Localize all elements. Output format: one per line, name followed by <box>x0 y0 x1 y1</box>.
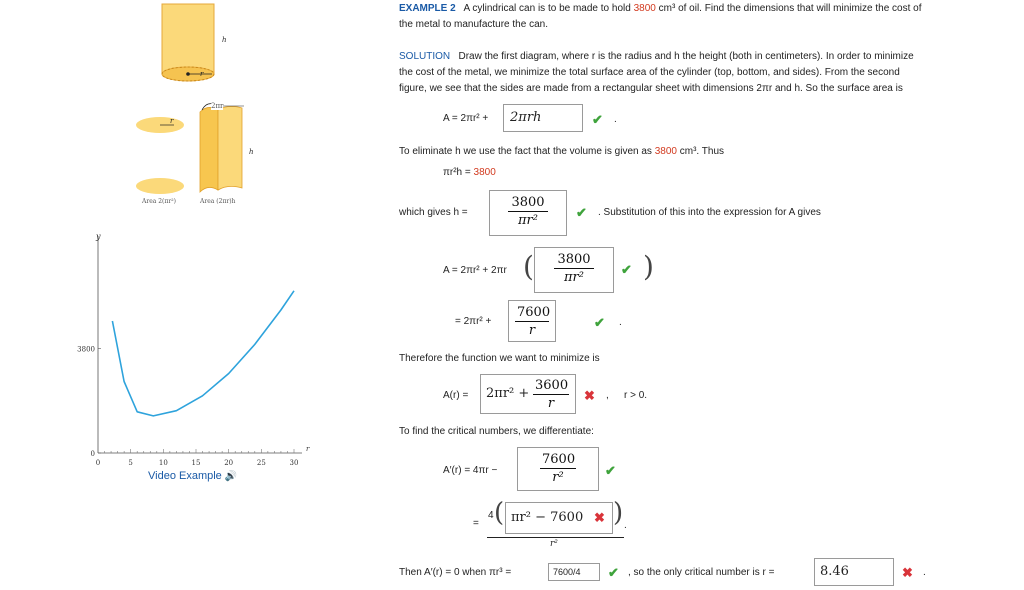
problem-text-cont: cm³ of oil. Find the dimensions that will minimize the cost of <box>658 3 922 14</box>
factored-fraction-bar <box>487 537 624 538</box>
check-icon: ✔ <box>576 205 587 220</box>
derivative-denominator[interactable]: r² <box>552 470 564 485</box>
volume-equation <box>443 167 496 178</box>
cross-icon: ✖ <box>594 510 605 525</box>
critical-end: . <box>923 567 926 578</box>
speaker-icon[interactable]: 🔊 <box>224 471 238 482</box>
factored-answer[interactable]: πr² − 7600 <box>511 510 584 525</box>
area-side-label: Area (2πr)h <box>200 198 236 205</box>
critical-input-box[interactable] <box>548 563 600 581</box>
critical-text-b: , so the only critical number is r = <box>628 567 775 578</box>
area-equation-prefix: A = 2πr² + <box>443 113 489 124</box>
eliminate-value: 3800 <box>654 146 677 157</box>
h-denominator[interactable]: πr² <box>518 213 538 228</box>
check-icon: ✔ <box>594 315 605 330</box>
cylinder-figure <box>140 0 250 85</box>
derivative-intro: To find the critical numbers, we differentiate: <box>399 426 594 437</box>
solution-line3: figure, we see that the sides are made from a rectangular sheet with dimensions 2πr and h. So the surface area is <box>399 83 903 94</box>
check-icon: ✔ <box>608 565 619 580</box>
period: . <box>624 520 627 531</box>
y-axis-label: y <box>96 232 101 241</box>
volume-eq-value: 3800 <box>473 167 496 178</box>
function-prefix: A(r) = <box>443 390 469 401</box>
example-label: EXAMPLE 2 <box>399 3 456 14</box>
cross-icon: ✖ <box>902 565 913 580</box>
period: . <box>614 114 617 125</box>
period: . <box>619 317 622 328</box>
eliminate-text: To eliminate h we use the fact that the volume is given as <box>399 146 652 157</box>
video-example-link[interactable] <box>148 470 237 482</box>
cross-icon: ✖ <box>584 388 595 403</box>
radius-label: r <box>200 70 204 78</box>
factored-coef: 4 <box>488 510 494 521</box>
x-tick-label: 25 <box>256 459 266 467</box>
area-answer[interactable]: 2πrh <box>510 110 542 125</box>
area-curve <box>112 291 294 416</box>
derivative-answer-box[interactable] <box>517 447 599 491</box>
subst-numerator[interactable]: 3800 <box>554 252 594 269</box>
eliminate-text-cont: cm³. Thus <box>679 146 725 157</box>
critical-answer-box[interactable] <box>814 558 894 586</box>
problem-line2: the metal to manufacture the can. <box>399 19 548 30</box>
factored-denominator: r² <box>550 539 558 549</box>
close-paren: ) <box>643 250 654 283</box>
net-height-label: h <box>249 148 254 156</box>
simplified-answer-box[interactable] <box>508 300 556 342</box>
net-circumference-label: 2πr <box>211 102 224 110</box>
x-tick-label: 0 <box>95 459 101 467</box>
substitution-answer-box[interactable] <box>534 247 614 293</box>
area-function-chart <box>60 228 320 468</box>
solution-text: Draw the first diagram, where r is the radius and h the height (both in centimeters). In order to minimize <box>458 51 914 62</box>
function-term[interactable]: 2πr² + <box>486 386 530 401</box>
check-icon: ✔ <box>592 112 603 127</box>
x-axis-label: r <box>306 445 310 453</box>
function-numerator[interactable]: 3600 <box>535 378 569 393</box>
x-tick-label: 10 <box>158 459 168 467</box>
derivative-numerator[interactable]: 7600 <box>542 452 576 467</box>
chart-svg <box>60 228 320 468</box>
substitution-text: . Substitution of this into the expression for A gives <box>598 207 821 218</box>
factored-equals: = <box>473 518 479 529</box>
y-tick-label: 3800 <box>77 345 95 354</box>
volume-eq-prefix: πr²h = <box>443 167 471 178</box>
subst-denominator[interactable]: πr² <box>564 270 584 285</box>
eliminate-line <box>399 146 724 157</box>
area-top-label: Area 2(πr²) <box>142 198 176 205</box>
check-icon: ✔ <box>621 262 632 277</box>
h-answer-box[interactable] <box>489 190 567 236</box>
net-radius-label: r <box>170 117 174 125</box>
solution-line2: the cost of the metal, we minimize the total surface area of the cylinder (top, bottom, and sides). From the second <box>399 67 900 78</box>
video-example-label[interactable]: Video Example <box>148 470 222 482</box>
factored-open-paren: ( <box>494 498 505 528</box>
x-tick-label: 30 <box>289 459 299 467</box>
simplified-prefix: = 2πr² + <box>455 316 492 327</box>
x-tick-label: 20 <box>224 459 234 467</box>
h-numerator[interactable]: 3800 <box>508 195 548 212</box>
critical-input-value[interactable]: 7600/4 <box>553 567 581 577</box>
factored-close-paren: ) <box>613 498 624 528</box>
derivative-prefix: A′(r) = 4πr − <box>443 465 498 476</box>
solution-label: SOLUTION <box>399 51 451 62</box>
function-domain: r > 0. <box>624 390 648 401</box>
critical-text-a: Then A′(r) = 0 when πr³ = <box>399 567 512 578</box>
function-intro: Therefore the function we want to minimize is <box>399 353 600 364</box>
solution-line1 <box>399 51 914 62</box>
example-header <box>399 3 922 14</box>
problem-text: A cylindrical can is to be made to hold <box>463 3 631 14</box>
volume-value: 3800 <box>633 3 656 14</box>
function-answer-box[interactable] <box>480 374 576 414</box>
simplified-denominator[interactable]: r <box>528 323 536 338</box>
critical-answer[interactable]: 8.46 <box>820 564 849 579</box>
function-denominator[interactable]: r <box>547 396 555 411</box>
x-tick-label: 15 <box>191 459 201 467</box>
simplified-numerator[interactable]: 7600 <box>517 305 551 320</box>
function-comma: , <box>606 390 609 401</box>
open-paren: ( <box>523 250 534 283</box>
y-tick-label: 0 <box>90 450 95 458</box>
height-label: h <box>222 36 227 44</box>
check-icon: ✔ <box>605 463 616 478</box>
substitution-equation-prefix: A = 2πr² + 2πr <box>443 265 507 276</box>
h-equation-prefix: which gives h = <box>399 207 468 218</box>
area-answer-box[interactable] <box>503 104 583 132</box>
x-tick-label: 5 <box>128 459 133 467</box>
